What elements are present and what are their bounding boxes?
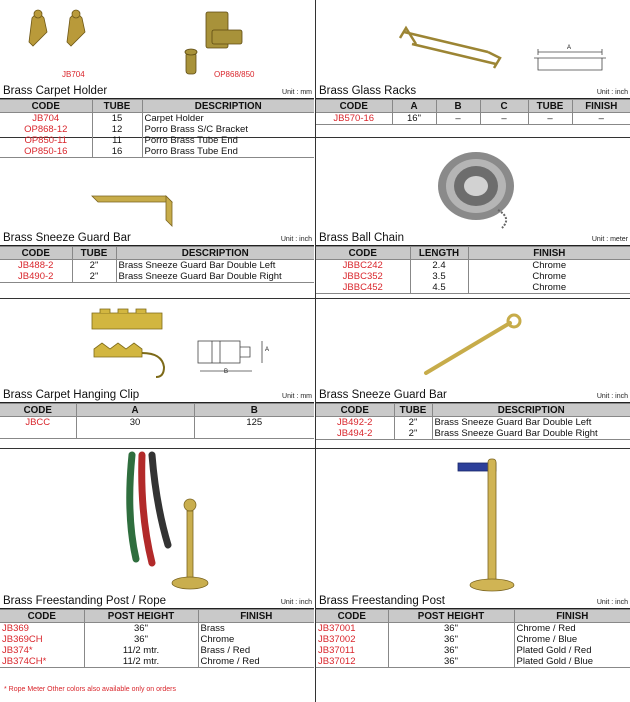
- finish: Chrome / Blue: [514, 634, 630, 645]
- product-code: JBCC: [0, 417, 76, 439]
- section-sneeze-guard-bar-1: [0, 138, 314, 283]
- section-title: Brass Ball Chain: [319, 232, 405, 244]
- post-illustration: [316, 449, 630, 593]
- description: Brass Sneeze Guard Bar Double Right: [116, 271, 314, 283]
- post-height: 36": [388, 656, 514, 668]
- product-code: OP868-12: [0, 124, 92, 135]
- length: 4.5: [410, 282, 468, 294]
- section-caption: [0, 387, 314, 403]
- finish: Chrome / Red: [198, 656, 314, 668]
- tube-size: 2": [72, 260, 116, 272]
- carpet-holder-illustration: [0, 0, 314, 83]
- section-hanging-clip: [0, 299, 314, 439]
- finish: Chrome: [198, 634, 314, 645]
- finish: Chrome: [468, 260, 630, 272]
- product-code: JBBC452: [316, 282, 410, 294]
- post-height: 36": [388, 623, 514, 635]
- section-caption: [0, 593, 314, 609]
- col-header: LENGTH: [410, 247, 468, 260]
- post-height: 36": [388, 645, 514, 656]
- col-header: B: [436, 100, 480, 113]
- table-row: [316, 260, 630, 272]
- col-header: B: [194, 404, 314, 417]
- col-header: TUBE: [394, 404, 432, 417]
- unit-label: Unit : inch: [596, 393, 628, 400]
- sneeze-bar-illustration: [0, 138, 314, 230]
- product-code: JB704: [0, 113, 92, 125]
- post-height: 36": [84, 634, 198, 645]
- finish: Chrome: [468, 271, 630, 282]
- unit-label: Unit : inch: [596, 599, 628, 606]
- table-row: [316, 282, 630, 294]
- finish: Plated Gold / Blue: [514, 656, 630, 668]
- product-images: [0, 299, 314, 387]
- spec-table-post: [316, 609, 630, 668]
- description: Porro Brass S/C Bracket: [142, 124, 314, 135]
- col-header: CODE: [316, 404, 394, 417]
- post-height: 11/2 mtr.: [84, 645, 198, 656]
- tube-size: 15: [92, 113, 142, 125]
- table-row: [316, 428, 630, 440]
- unit-label: Unit : inch: [280, 236, 312, 243]
- finish: Chrome / Red: [514, 623, 630, 635]
- product-code: OP850-16: [0, 146, 92, 158]
- finish: Brass / Red: [198, 645, 314, 656]
- section-ball-chain: [316, 138, 630, 294]
- unit-label: Unit : mm: [282, 89, 312, 96]
- section-title: Brass Carpet Hanging Clip: [3, 389, 140, 401]
- dimension-label: A: [265, 347, 270, 353]
- image-label-op868: OP868/850: [214, 70, 255, 79]
- product-code: JB369: [0, 623, 84, 635]
- dimension-label: B: [224, 369, 229, 375]
- table-row: [316, 271, 630, 282]
- product-images: [0, 449, 314, 593]
- tube-size: 2": [394, 417, 432, 429]
- spec-table-hanging-clip: [0, 403, 314, 439]
- section-title: Brass Carpet Holder: [3, 85, 108, 97]
- product-code: OP850-11: [0, 135, 92, 146]
- ball-chain-illustration: [316, 138, 630, 230]
- col-header: CODE: [0, 610, 84, 623]
- col-header: DESCRIPTION: [116, 247, 314, 260]
- section-sneeze-guard-bar-2: [316, 299, 630, 440]
- section-title: Brass Glass Racks: [319, 85, 417, 97]
- tube-size: 12: [92, 124, 142, 135]
- section-title: Brass Freestanding Post: [319, 595, 445, 607]
- product-code: JB570-16: [316, 113, 392, 125]
- product-images: [316, 299, 630, 387]
- image-label-jb704: JB704: [62, 70, 85, 79]
- section-caption: [316, 387, 630, 403]
- dim-a: 30: [76, 417, 194, 439]
- section-post-rope: [0, 449, 314, 668]
- col-header: TUBE: [92, 100, 142, 113]
- section-glass-racks: [316, 0, 630, 125]
- section-caption: [0, 83, 314, 99]
- table-row: [316, 656, 630, 668]
- post-rope-illustration: [0, 449, 314, 593]
- tube-size: 11: [92, 135, 142, 146]
- spec-table-post-rope: [0, 609, 314, 668]
- col-header: POST HEIGHT: [84, 610, 198, 623]
- col-header: A: [76, 404, 194, 417]
- product-images: [316, 138, 630, 230]
- table-row: [0, 656, 314, 668]
- description: Brass Sneeze Guard Bar Double Right: [432, 428, 630, 440]
- col-header: POST HEIGHT: [388, 610, 514, 623]
- finish: –: [572, 113, 630, 125]
- col-header: TUBE: [72, 247, 116, 260]
- table-row: [0, 113, 314, 125]
- description: Brass Sneeze Guard Bar Double Left: [116, 260, 314, 272]
- section-caption: [316, 593, 630, 609]
- table-row: [316, 645, 630, 656]
- table-row: [0, 260, 314, 272]
- col-header: TUBE: [528, 100, 572, 113]
- dim-c: –: [480, 113, 528, 125]
- glass-rack-illustration: [316, 0, 630, 83]
- product-code: JB37001: [316, 623, 388, 635]
- table-row: [316, 113, 630, 125]
- post-height: 11/2 mtr.: [84, 656, 198, 668]
- tube-size: 2": [72, 271, 116, 283]
- section-carpet-holder: [0, 0, 314, 158]
- product-code: JB369CH: [0, 634, 84, 645]
- product-code: JB488-2: [0, 260, 72, 272]
- section-caption: [0, 230, 314, 246]
- product-code: JB490-2: [0, 271, 72, 283]
- col-header: FINISH: [572, 100, 630, 113]
- col-header: CODE: [316, 610, 388, 623]
- table-row: [0, 271, 314, 283]
- col-header: CODE: [0, 100, 92, 113]
- dim-b: 125: [194, 417, 314, 439]
- footnote: * Rope Meter Other colors also available only on orders: [4, 686, 176, 693]
- finish: Plated Gold / Red: [514, 645, 630, 656]
- product-code: JB37012: [316, 656, 388, 668]
- product-images: [316, 0, 630, 83]
- dim-a: 16": [392, 113, 436, 125]
- spec-table-ball-chain: [316, 246, 630, 294]
- table-row: [316, 634, 630, 645]
- product-code: JBBC352: [316, 271, 410, 282]
- description: Brass Sneeze Guard Bar Double Left: [432, 417, 630, 429]
- post-height: 36": [84, 623, 198, 635]
- table-row: [0, 634, 314, 645]
- hanging-clip-illustration: [0, 299, 314, 387]
- finish: Chrome: [468, 282, 630, 294]
- length: 3.5: [410, 271, 468, 282]
- unit-label: Unit : meter: [591, 236, 628, 243]
- product-code: JB492-2: [316, 417, 394, 429]
- table-row: [316, 623, 630, 635]
- col-header: CODE: [316, 247, 410, 260]
- sneeze-bar-illustration: [316, 299, 630, 387]
- product-images: [0, 0, 314, 83]
- table-row: [0, 645, 314, 656]
- unit-label: Unit : mm: [282, 393, 312, 400]
- product-code: JBBC242: [316, 260, 410, 272]
- unit-label: Unit : inch: [596, 89, 628, 96]
- section-title: Brass Freestanding Post / Rope: [3, 595, 166, 607]
- section-caption: [316, 83, 630, 99]
- table-row: [0, 417, 314, 439]
- table-row: [0, 124, 314, 135]
- section-caption: [316, 230, 630, 246]
- description: Porro Brass Tube End: [142, 146, 314, 158]
- col-header: DESCRIPTION: [432, 404, 630, 417]
- spec-table-glass-racks: [316, 99, 630, 125]
- product-images: [316, 449, 630, 593]
- dimension-label: A: [567, 45, 572, 51]
- col-header: CODE: [0, 404, 76, 417]
- tube-size: 2": [394, 428, 432, 440]
- unit-label: Unit : inch: [280, 599, 312, 606]
- finish: Brass: [198, 623, 314, 635]
- col-header: CODE: [316, 100, 392, 113]
- section-title: Brass Sneeze Guard Bar: [319, 389, 447, 401]
- section-post: [316, 449, 630, 668]
- table-row: [316, 417, 630, 429]
- description: Carpet Holder: [142, 113, 314, 125]
- col-header: FINISH: [514, 610, 630, 623]
- description: Porro Brass Tube End: [142, 135, 314, 146]
- section-title: Brass Sneeze Guard Bar: [3, 232, 131, 244]
- dim-b: –: [436, 113, 480, 125]
- tube-size: 16: [92, 146, 142, 158]
- col-header: FINISH: [468, 247, 630, 260]
- spec-table-sneeze-bar-2: [316, 403, 630, 440]
- product-code: JB374*: [0, 645, 84, 656]
- product-code: JB494-2: [316, 428, 394, 440]
- col-header: CODE: [0, 247, 72, 260]
- spec-table-sneeze-bar-1: [0, 246, 314, 283]
- tube-size: –: [528, 113, 572, 125]
- col-header: C: [480, 100, 528, 113]
- product-code: JB374CH*: [0, 656, 84, 668]
- product-code: JB37002: [316, 634, 388, 645]
- col-header: DESCRIPTION: [142, 100, 314, 113]
- product-code: JB37011: [316, 645, 388, 656]
- table-row: [0, 623, 314, 635]
- product-images: [0, 138, 314, 230]
- post-height: 36": [388, 634, 514, 645]
- length: 2.4: [410, 260, 468, 272]
- col-header: FINISH: [198, 610, 314, 623]
- col-header: A: [392, 100, 436, 113]
